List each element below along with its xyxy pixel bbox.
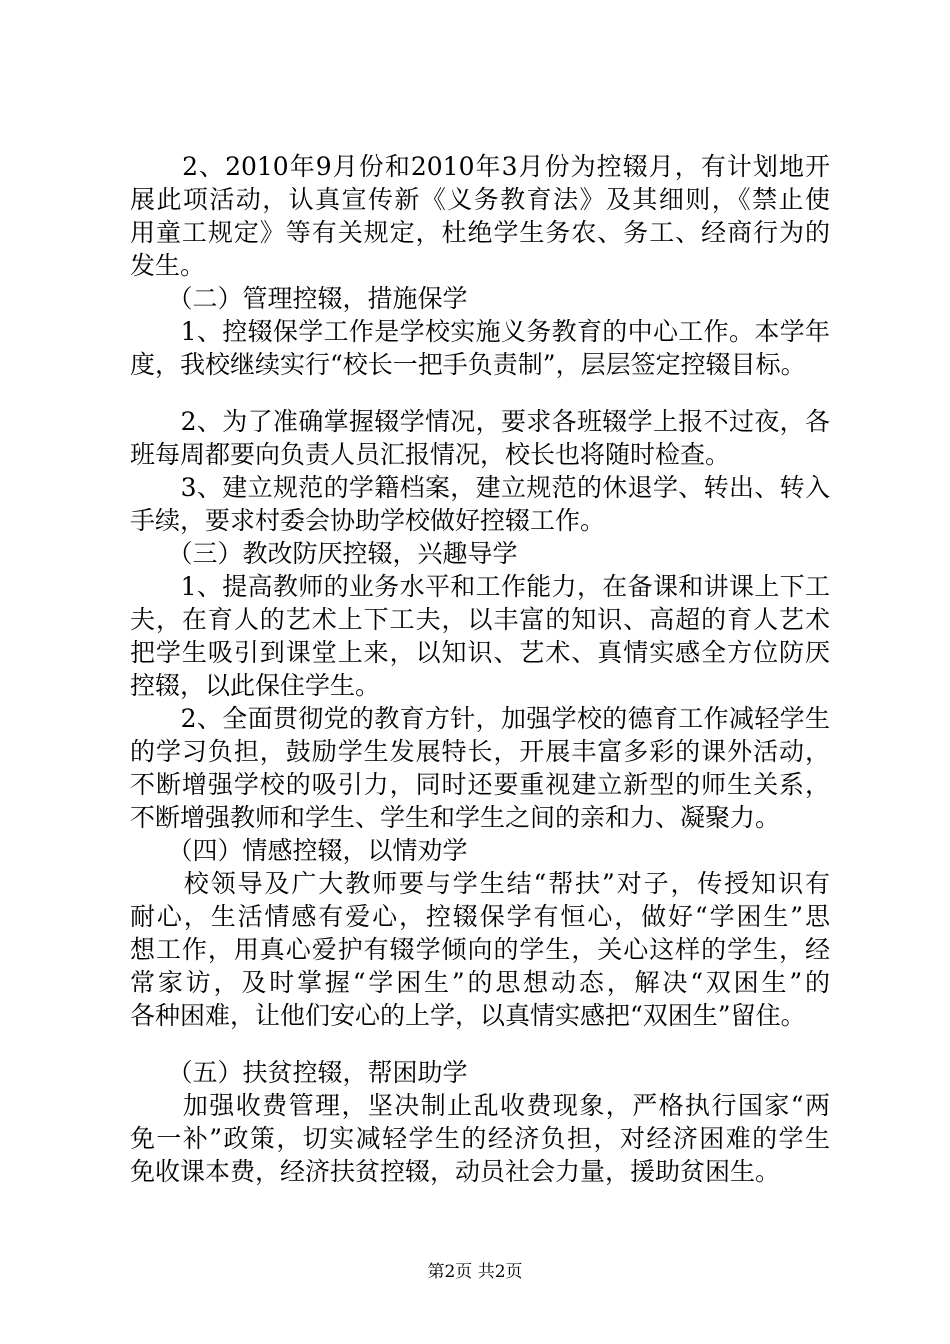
text-line: 展此项活动，认真宣传新《义务教育法》及其细则，《禁止使	[130, 185, 830, 214]
text-line: 手续，要求村委会协助学校做好控辍工作。	[130, 506, 606, 535]
text-line: 校领导及广大教师要与学生结“帮扶”对子，传授知识有	[130, 869, 830, 898]
text-line: 1、控辍保学工作是学校实施义务教育的中心工作。本学年	[130, 317, 830, 346]
text-line: 2、2010年9月份和2010年3月份为控辍月，有计划地开	[130, 152, 830, 181]
page-number: 第2页 共2页	[427, 1262, 523, 1282]
text-line: 班每周都要向负责人员汇报情况，校长也将随时检查。	[130, 440, 731, 469]
section-heading: （二）管理控辍，措施保学	[130, 284, 468, 313]
text-line: 不断增强教师和学生、学生和学生之间的亲和力、凝聚力。	[130, 803, 781, 832]
text-line: 控辍，以此保住学生。	[130, 671, 381, 700]
document-body	[130, 150, 830, 1188]
text-line: 2、为了准确掌握辍学情况，要求各班辍学上报不过夜，各	[130, 407, 830, 436]
text-line: 加强收费管理，坚决制止乱收费现象，严格执行国家“两	[130, 1091, 830, 1120]
paragraph-gap	[130, 381, 830, 405]
section-heading: （五）扶贫控辍，帮困助学	[130, 1058, 468, 1087]
text-line: 夫，在育人的艺术上下工夫，以丰富的知识、高超的育人艺术	[130, 605, 830, 634]
text-line: 发生。	[130, 251, 206, 280]
text-line: 1、提高教师的业务水平和工作能力，在备课和讲课上下工	[130, 572, 830, 601]
text-line: 3、建立规范的学籍档案，建立规范的休退学、转出、转入	[130, 473, 830, 502]
text-line: 耐心，生活情感有爱心，控辍保学有恒心，做好“学困生”思	[130, 902, 830, 931]
section-heading: （四）情感控辍，以情劝学	[130, 836, 468, 865]
section-heading: （三）教改防厌控辍，兴趣导学	[130, 539, 518, 568]
text-line: 的学习负担，鼓励学生发展特长，开展丰富多彩的课外活动，	[130, 737, 830, 766]
text-line: 常家访，及时掌握“学困生”的思想动态，解决“双困生”的	[130, 968, 830, 997]
text-line: 各种困难，让他们安心的上学，以真情实感把“双困生”留住。	[130, 1001, 806, 1030]
text-line: 把学生吸引到课堂上来，以知识、艺术、真情实感全方位防厌	[130, 638, 830, 667]
paragraph-gap	[130, 1032, 830, 1056]
text-line: 不断增强学校的吸引力，同时还要重视建立新型的师生关系，	[130, 770, 830, 799]
text-line: 用童工规定》等有关规定，杜绝学生务农、务工、经商行为的	[130, 218, 830, 247]
text-line: 想工作，用真心爱护有辍学倾向的学生，关心这样的学生，经	[130, 935, 830, 964]
text-line: 度，我校继续实行“校长一把手负责制”，层层签定控辍目标。	[130, 350, 806, 379]
text-line: 免收课本费，经济扶贫控辍，动员社会力量，援助贫困生。	[130, 1157, 781, 1186]
text-line: 免一补”政策，切实减轻学生的经济负担，对经济困难的学生	[130, 1124, 830, 1153]
text-line: 2、全面贯彻党的教育方针，加强学校的德育工作减轻学生	[130, 704, 830, 733]
